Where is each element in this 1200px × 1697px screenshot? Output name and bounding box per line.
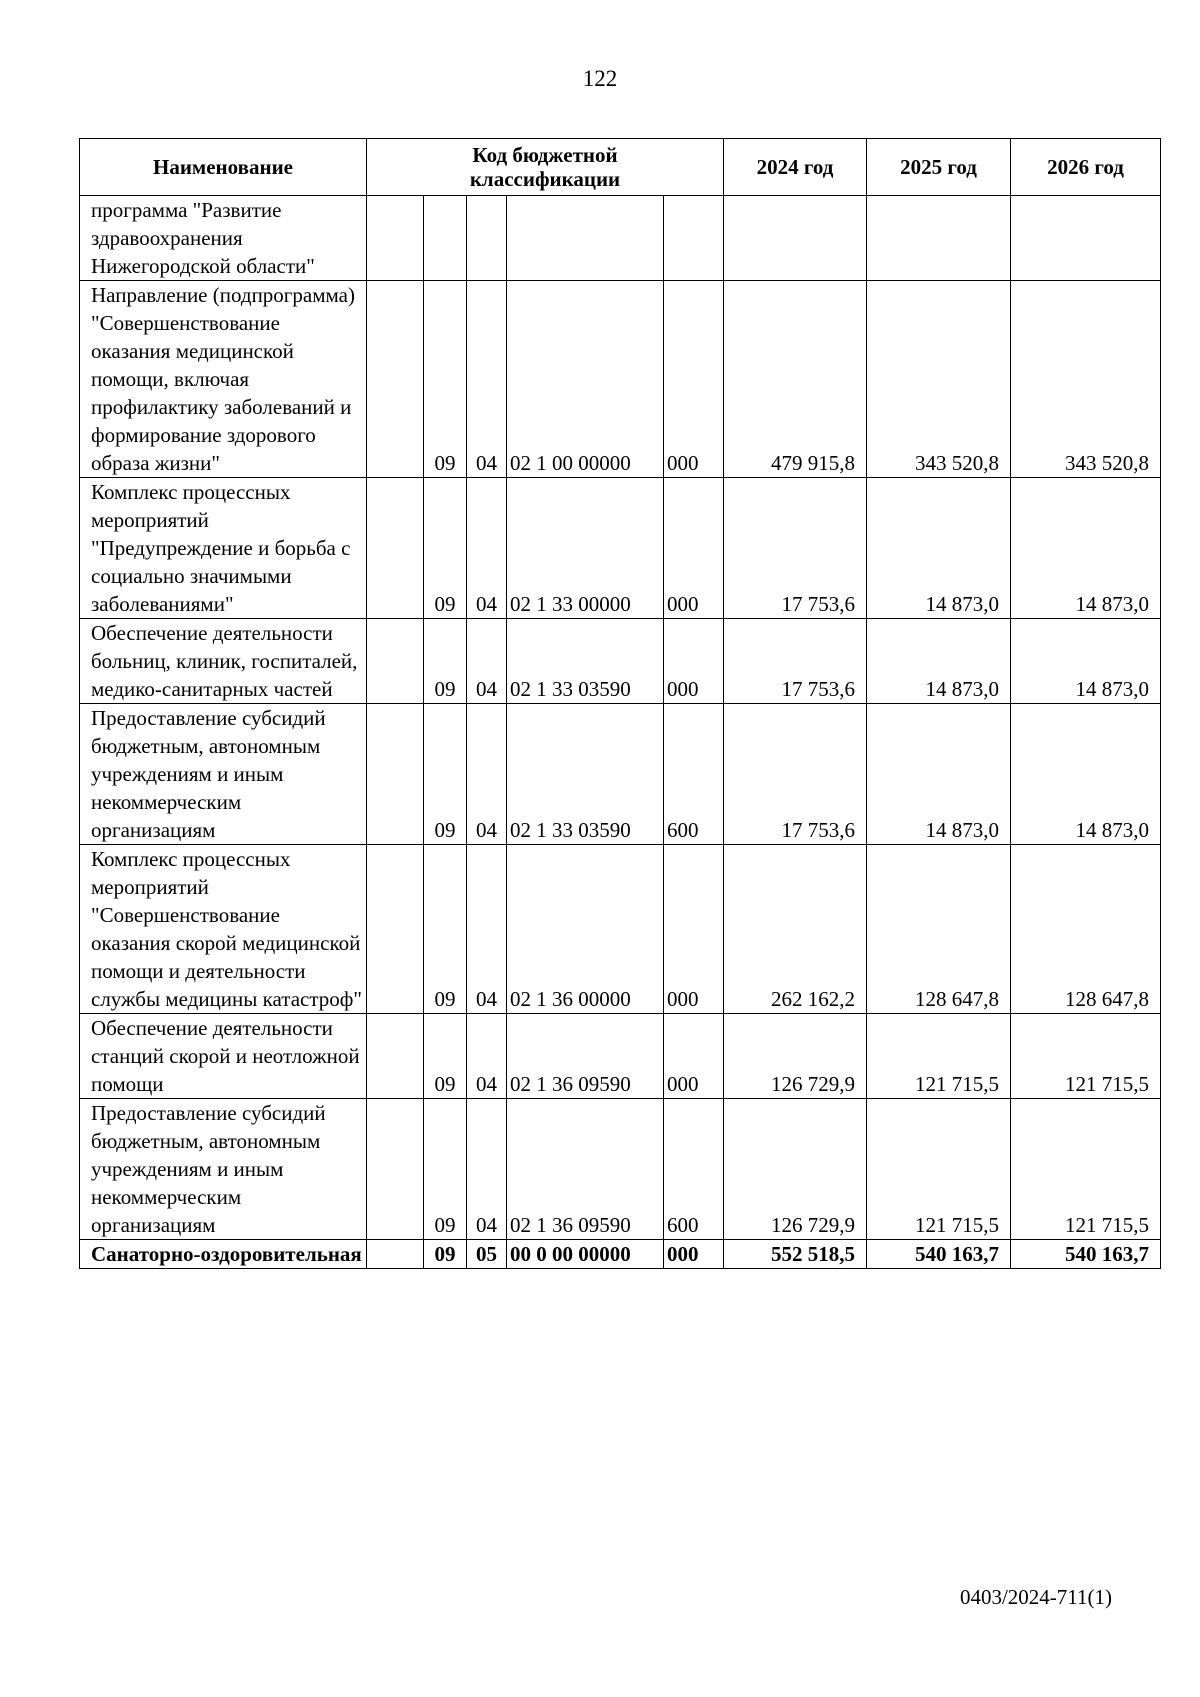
cell-amount-2024: 17 753,6 (724, 619, 867, 704)
cell-code-expense-type: 000 (664, 478, 724, 619)
cell-code-subsection (467, 196, 507, 281)
cell-code-section (424, 196, 467, 281)
cell-code-1 (367, 1240, 424, 1269)
cell-code-section: 09 (424, 1099, 467, 1240)
cell-code-section: 09 (424, 619, 467, 704)
cell-amount-2026: 121 715,5 (1011, 1014, 1161, 1099)
cell-code-target: 02 1 36 09590 (507, 1014, 664, 1099)
cell-amount-2025: 121 715,5 (867, 1099, 1011, 1240)
cell-amount-2025: 14 873,0 (867, 704, 1011, 845)
cell-amount-2024: 262 162,2 (724, 845, 867, 1014)
cell-code-subsection: 04 (467, 1099, 507, 1240)
table-row (80, 196, 1161, 281)
cell-code-subsection: 04 (467, 281, 507, 478)
cell-amount-2024 (724, 196, 867, 281)
cell-code-expense-type: 600 (664, 1099, 724, 1240)
cell-code-expense-type (664, 196, 724, 281)
cell-amount-2026: 14 873,0 (1011, 619, 1161, 704)
cell-amount-2026: 14 873,0 (1011, 478, 1161, 619)
cell-code-target (507, 196, 664, 281)
table-row (80, 845, 1161, 1014)
cell-amount-2025: 121 715,5 (867, 1014, 1011, 1099)
cell-code-expense-type: 000 (664, 1014, 724, 1099)
cell-amount-2025 (867, 196, 1011, 281)
table-row (80, 281, 1161, 478)
cell-name: Предоставление субсидий бюджетным, автономным учреждениям и иным некоммерческим организациям (80, 1099, 367, 1240)
table-row (80, 1099, 1161, 1240)
cell-code-section: 09 (424, 845, 467, 1014)
cell-code-target: 02 1 33 03590 (507, 704, 664, 845)
header-2025: 2025 год (867, 139, 1011, 196)
table-body (80, 196, 1161, 1269)
cell-code-subsection: 04 (467, 1014, 507, 1099)
budget-table (79, 138, 1161, 1269)
cell-name: Предоставление субсидий бюджетным, автономным учреждениям и иным некоммерческим организациям (80, 704, 367, 845)
cell-code-1 (367, 1014, 424, 1099)
cell-code-expense-type: 000 (664, 845, 724, 1014)
cell-name: Комплекс процессных мероприятий "Предупреждение и борьба с социально значимыми заболеваниями" (80, 478, 367, 619)
table-row (80, 704, 1161, 845)
cell-amount-2025: 343 520,8 (867, 281, 1011, 478)
cell-code-subsection: 05 (467, 1240, 507, 1269)
cell-code-1 (367, 845, 424, 1014)
cell-code-section: 09 (424, 281, 467, 478)
cell-code-expense-type: 000 (664, 281, 724, 478)
cell-code-section: 09 (424, 704, 467, 845)
cell-amount-2025: 128 647,8 (867, 845, 1011, 1014)
cell-code-subsection: 04 (467, 619, 507, 704)
cell-amount-2025: 14 873,0 (867, 619, 1011, 704)
page-number: 122 (582, 66, 618, 91)
header-2026: 2026 год (1011, 139, 1161, 196)
cell-amount-2024: 17 753,6 (724, 478, 867, 619)
cell-amount-2026: 540 163,7 (1011, 1240, 1161, 1269)
cell-code-target: 00 0 00 00000 (507, 1240, 664, 1269)
cell-amount-2026 (1011, 196, 1161, 281)
header-code: Код бюджетной классификации (367, 139, 724, 196)
cell-name: Обеспечение деятельности больниц, клиник, госпиталей, медико-санитарных частей (80, 619, 367, 704)
cell-name: программа "Развитие здравоохранения Нижегородской области" (80, 196, 367, 281)
table-row (80, 1014, 1161, 1099)
cell-code-expense-type: 600 (664, 704, 724, 845)
cell-code-1 (367, 478, 424, 619)
document-code: 0403/2024-711(1) (959, 1585, 1112, 1609)
table-header-row (80, 139, 1161, 196)
cell-code-1 (367, 619, 424, 704)
cell-name: Обеспечение деятельности станций скорой и неотложной помощи (80, 1014, 367, 1099)
cell-name: Санаторно-оздоровительная (80, 1240, 367, 1269)
cell-code-target: 02 1 33 00000 (507, 478, 664, 619)
header-2024: 2024 год (724, 139, 867, 196)
cell-amount-2024: 479 915,8 (724, 281, 867, 478)
cell-amount-2025: 14 873,0 (867, 478, 1011, 619)
cell-code-1 (367, 281, 424, 478)
cell-amount-2026: 121 715,5 (1011, 1099, 1161, 1240)
cell-code-section: 09 (424, 478, 467, 619)
cell-code-expense-type: 000 (664, 619, 724, 704)
cell-amount-2026: 14 873,0 (1011, 704, 1161, 845)
cell-amount-2026: 343 520,8 (1011, 281, 1161, 478)
cell-amount-2024: 126 729,9 (724, 1099, 867, 1240)
cell-code-1 (367, 196, 424, 281)
cell-name: Направление (подпрограмма) "Совершенствование оказания медицинской помощи, включая профилактику заболеваний и формирование здорового образа жизни" (80, 281, 367, 478)
cell-amount-2024: 17 753,6 (724, 704, 867, 845)
cell-amount-2026: 128 647,8 (1011, 845, 1161, 1014)
cell-code-expense-type: 000 (664, 1240, 724, 1269)
cell-code-subsection: 04 (467, 704, 507, 845)
cell-code-target: 02 1 00 00000 (507, 281, 664, 478)
cell-code-section: 09 (424, 1240, 467, 1269)
cell-code-1 (367, 1099, 424, 1240)
cell-code-1 (367, 704, 424, 845)
table-row (80, 619, 1161, 704)
cell-amount-2024: 552 518,5 (724, 1240, 867, 1269)
cell-amount-2024: 126 729,9 (724, 1014, 867, 1099)
table-row (80, 478, 1161, 619)
cell-code-subsection: 04 (467, 845, 507, 1014)
cell-code-subsection: 04 (467, 478, 507, 619)
cell-code-target: 02 1 33 03590 (507, 619, 664, 704)
cell-code-section: 09 (424, 1014, 467, 1099)
cell-name: Комплекс процессных мероприятий "Совершенствование оказания скорой медицинской помощи и деятельности службы медицины катастроф" (80, 845, 367, 1014)
table-row (80, 1240, 1161, 1269)
cell-code-target: 02 1 36 00000 (507, 845, 664, 1014)
cell-amount-2025: 540 163,7 (867, 1240, 1011, 1269)
cell-code-target: 02 1 36 09590 (507, 1099, 664, 1240)
header-name: Наименование (80, 139, 367, 196)
